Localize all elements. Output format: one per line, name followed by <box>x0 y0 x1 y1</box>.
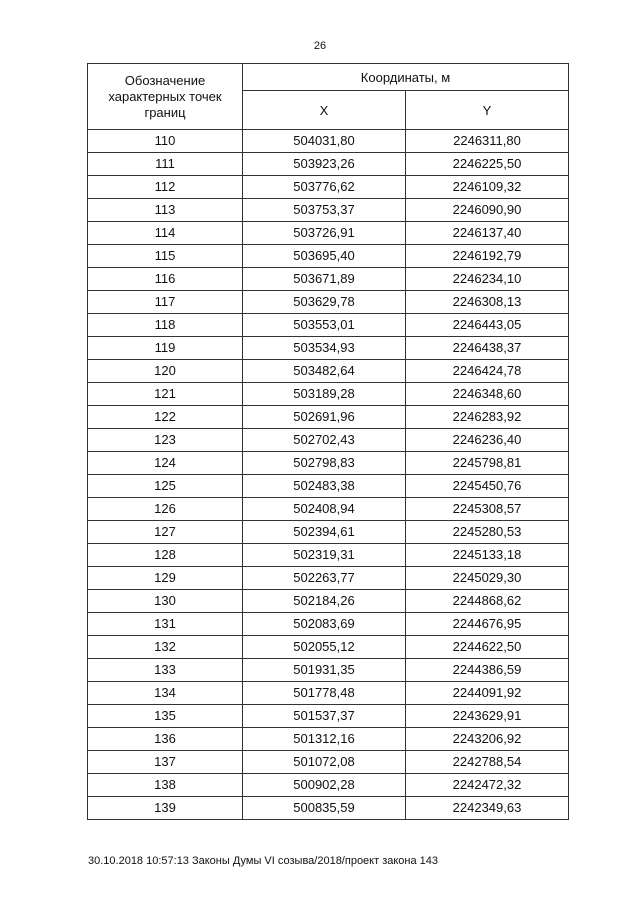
x-coordinate-cell: 503776,62 <box>243 176 406 199</box>
y-coordinate-cell: 2246225,50 <box>406 153 569 176</box>
x-coordinate-cell: 503189,28 <box>243 383 406 406</box>
y-coordinate-cell: 2245450,76 <box>406 475 569 498</box>
x-coordinate-cell: 502083,69 <box>243 613 406 636</box>
y-coordinate-cell: 2242472,32 <box>406 774 569 797</box>
x-coordinate-cell: 500835,59 <box>243 797 406 820</box>
table-header <box>88 64 569 130</box>
x-coordinate-cell: 503753,37 <box>243 199 406 222</box>
table-row <box>88 360 569 383</box>
page-number: 26 <box>313 40 327 52</box>
x-coordinate-cell: 502702,43 <box>243 429 406 452</box>
point-cell: 135 <box>88 705 243 728</box>
y-coordinate-cell: 2246438,37 <box>406 337 569 360</box>
x-coordinate-cell: 501537,37 <box>243 705 406 728</box>
point-cell: 129 <box>88 567 243 590</box>
y-coordinate-cell: 2244622,50 <box>406 636 569 659</box>
table-row <box>88 199 569 222</box>
table-row <box>88 429 569 452</box>
table-row <box>88 728 569 751</box>
y-coordinate-cell: 2246308,13 <box>406 291 569 314</box>
table-row <box>88 406 569 429</box>
y-coordinate-cell: 2246236,40 <box>406 429 569 452</box>
y-coordinate-cell: 2246443,05 <box>406 314 569 337</box>
x-coordinate-cell: 501072,08 <box>243 751 406 774</box>
x-coordinate-cell: 504031,80 <box>243 130 406 153</box>
y-coordinate-cell: 2244386,59 <box>406 659 569 682</box>
table-row <box>88 797 569 820</box>
y-coordinate-cell: 2246109,32 <box>406 176 569 199</box>
point-cell: 127 <box>88 521 243 544</box>
point-cell: 130 <box>88 590 243 613</box>
x-coordinate-cell: 501778,48 <box>243 682 406 705</box>
point-cell: 132 <box>88 636 243 659</box>
point-cell: 123 <box>88 429 243 452</box>
y-coordinate-cell: 2244868,62 <box>406 590 569 613</box>
x-coordinate-cell: 501931,35 <box>243 659 406 682</box>
table-row <box>88 130 569 153</box>
x-coordinate-cell: 502691,96 <box>243 406 406 429</box>
point-cell: 111 <box>88 153 243 176</box>
coordinates-table <box>87 63 569 820</box>
point-cell: 115 <box>88 245 243 268</box>
table-row <box>88 245 569 268</box>
point-cell: 137 <box>88 751 243 774</box>
point-cell: 133 <box>88 659 243 682</box>
y-coordinate-cell: 2245029,30 <box>406 567 569 590</box>
x-coordinate-cell: 502798,83 <box>243 452 406 475</box>
y-coordinate-cell: 2246192,79 <box>406 245 569 268</box>
point-cell: 136 <box>88 728 243 751</box>
table-row <box>88 774 569 797</box>
table-row <box>88 314 569 337</box>
table-row <box>88 383 569 406</box>
point-cell: 119 <box>88 337 243 360</box>
point-cell: 138 <box>88 774 243 797</box>
x-coordinate-cell: 503923,26 <box>243 153 406 176</box>
x-coordinate-cell: 503482,64 <box>243 360 406 383</box>
coordinates-column-header: Координаты, м <box>243 64 569 91</box>
x-coordinate-cell: 503553,01 <box>243 314 406 337</box>
table-row <box>88 682 569 705</box>
table-row <box>88 521 569 544</box>
y-coordinate-cell: 2246283,92 <box>406 406 569 429</box>
point-column-header: Обозначение характерных точек границ <box>88 64 243 130</box>
x-coordinate-cell: 501312,16 <box>243 728 406 751</box>
table-row <box>88 153 569 176</box>
x-coordinate-cell: 503671,89 <box>243 268 406 291</box>
point-cell: 131 <box>88 613 243 636</box>
table-row <box>88 544 569 567</box>
x-coordinate-cell: 503629,78 <box>243 291 406 314</box>
y-coordinate-cell: 2245280,53 <box>406 521 569 544</box>
table-row <box>88 751 569 774</box>
x-column-header: X <box>243 91 406 130</box>
y-coordinate-cell: 2245133,18 <box>406 544 569 567</box>
table-row <box>88 222 569 245</box>
table-row <box>88 337 569 360</box>
x-coordinate-cell: 502483,38 <box>243 475 406 498</box>
y-coordinate-cell: 2242349,63 <box>406 797 569 820</box>
table-row <box>88 176 569 199</box>
y-coordinate-cell: 2242788,54 <box>406 751 569 774</box>
table-row <box>88 268 569 291</box>
point-cell: 117 <box>88 291 243 314</box>
y-coordinate-cell: 2245798,81 <box>406 452 569 475</box>
point-cell: 125 <box>88 475 243 498</box>
y-coordinate-cell: 2246137,40 <box>406 222 569 245</box>
table-row <box>88 498 569 521</box>
y-coordinate-cell: 2246234,10 <box>406 268 569 291</box>
table-row <box>88 636 569 659</box>
y-coordinate-cell: 2243206,92 <box>406 728 569 751</box>
point-cell: 110 <box>88 130 243 153</box>
y-coordinate-cell: 2244676,95 <box>406 613 569 636</box>
x-coordinate-cell: 502394,61 <box>243 521 406 544</box>
table-row <box>88 705 569 728</box>
footer-text: 30.10.2018 10:57:13 Законы Думы VI созыва/2018/проект закона 143 <box>88 855 439 867</box>
x-coordinate-cell: 503695,40 <box>243 245 406 268</box>
y-coordinate-cell: 2246090,90 <box>406 199 569 222</box>
point-cell: 114 <box>88 222 243 245</box>
y-coordinate-cell: 2243629,91 <box>406 705 569 728</box>
table-row <box>88 590 569 613</box>
table-row <box>88 475 569 498</box>
y-column-header: Y <box>406 91 569 130</box>
point-cell: 122 <box>88 406 243 429</box>
point-cell: 118 <box>88 314 243 337</box>
y-coordinate-cell: 2245308,57 <box>406 498 569 521</box>
table-row <box>88 613 569 636</box>
table-row <box>88 452 569 475</box>
table-body <box>88 130 569 820</box>
y-coordinate-cell: 2246311,80 <box>406 130 569 153</box>
table-row <box>88 291 569 314</box>
x-coordinate-cell: 503534,93 <box>243 337 406 360</box>
point-cell: 112 <box>88 176 243 199</box>
point-cell: 116 <box>88 268 243 291</box>
table-row <box>88 659 569 682</box>
point-cell: 113 <box>88 199 243 222</box>
table-row <box>88 567 569 590</box>
x-coordinate-cell: 502184,26 <box>243 590 406 613</box>
y-coordinate-cell: 2244091,92 <box>406 682 569 705</box>
x-coordinate-cell: 502055,12 <box>243 636 406 659</box>
y-coordinate-cell: 2246348,60 <box>406 383 569 406</box>
point-cell: 124 <box>88 452 243 475</box>
point-cell: 128 <box>88 544 243 567</box>
x-coordinate-cell: 502408,94 <box>243 498 406 521</box>
x-coordinate-cell: 502263,77 <box>243 567 406 590</box>
x-coordinate-cell: 502319,31 <box>243 544 406 567</box>
point-cell: 139 <box>88 797 243 820</box>
point-cell: 120 <box>88 360 243 383</box>
y-coordinate-cell: 2246424,78 <box>406 360 569 383</box>
x-coordinate-cell: 503726,91 <box>243 222 406 245</box>
x-coordinate-cell: 500902,28 <box>243 774 406 797</box>
point-cell: 134 <box>88 682 243 705</box>
table-header-row <box>88 64 569 91</box>
point-cell: 121 <box>88 383 243 406</box>
point-cell: 126 <box>88 498 243 521</box>
